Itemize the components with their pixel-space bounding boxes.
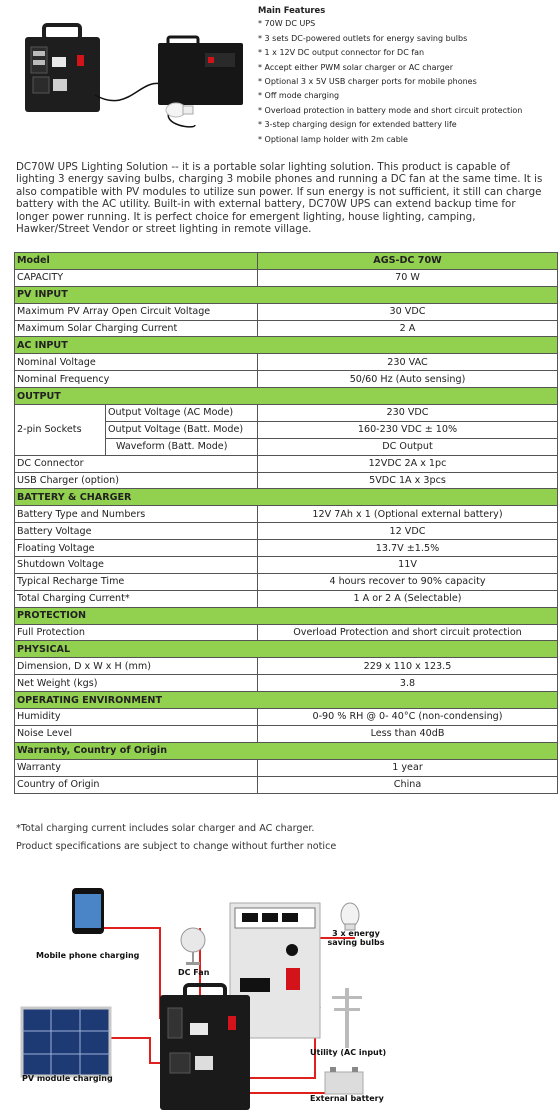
table-row — [15, 540, 558, 557]
section-title: PROTECTION — [15, 607, 558, 624]
section-title: AC INPUT — [15, 337, 558, 354]
row-value: DC Output — [258, 438, 558, 455]
table-row — [15, 675, 558, 692]
model-label: Model — [15, 253, 258, 270]
product-description: DC70W UPS Lighting Solution -- it is a portable solar lighting solution. This product is capable of lighting 3 energy saving bulbs, charging 3 mobile phones and running a DC fan at the same time. It is also compatible with PV modules to utilize sun power. If sun energy is not sufficient, it still can charge battery with the AC utility. Built-in with external battery, DC70W UPS can extend backup time for longer power running. It is perfect choice for emergent lighting, house lighting, camping, Hawker/Street Vendor or street lighting in remote village. — [16, 161, 543, 236]
row-label: Net Weight (kgs) — [15, 675, 258, 692]
row-label: Warranty — [15, 759, 258, 776]
table-row — [15, 405, 558, 422]
row-value: 160-230 VDC ± 10% — [258, 421, 558, 438]
section-header — [15, 337, 558, 354]
row-value: 30 VDC — [258, 303, 558, 320]
section-title: OPERATING ENVIRONMENT — [15, 692, 558, 709]
table-row — [15, 320, 558, 337]
table-row — [15, 776, 558, 793]
section-header — [15, 742, 558, 759]
row-label: Noise Level — [15, 725, 258, 742]
row-value: 3.8 — [258, 675, 558, 692]
row-value: 230 VAC — [258, 354, 558, 371]
section-title: PHYSICAL — [15, 641, 558, 658]
table-row — [15, 269, 558, 286]
table-row — [15, 253, 558, 270]
section-title: PV INPUT — [15, 286, 558, 303]
feature-item: * 3 sets DC-powered outlets for energy saving bulbs — [258, 33, 468, 43]
row-value: 50/60 Hz (Auto sensing) — [258, 371, 558, 388]
row-value: China — [258, 776, 558, 793]
product-photo — [20, 15, 250, 140]
section-header — [15, 286, 558, 303]
section-title: BATTERY & CHARGER — [15, 489, 558, 506]
table-row — [15, 624, 558, 641]
row-label: Shutdown Voltage — [15, 557, 258, 574]
bulbs-label: 3 x energy saving bulbs — [327, 929, 385, 947]
change-note: Product specifications are subject to change without further notice — [16, 841, 337, 852]
row-label: Humidity — [15, 709, 258, 726]
table-row — [15, 506, 558, 523]
sockets-label: 2-pin Sockets — [15, 405, 106, 456]
section-header — [15, 641, 558, 658]
row-value: Less than 40dB — [258, 725, 558, 742]
pv-module-label: PV module charging — [22, 1074, 113, 1083]
row-label: Nominal Voltage — [15, 354, 258, 371]
row-value: 12 VDC — [258, 523, 558, 540]
table-row — [15, 303, 558, 320]
row-value: 1 year — [258, 759, 558, 776]
row-value: 229 x 110 x 123.5 — [258, 658, 558, 675]
features-title: Main Features — [258, 5, 326, 15]
row-label: Battery Voltage — [15, 523, 258, 540]
feature-item: * 70W DC UPS — [258, 19, 316, 29]
row-label: USB Charger (option) — [15, 472, 258, 489]
row-label: Floating Voltage — [15, 540, 258, 557]
row-value: Overload Protection and short circuit protection — [258, 624, 558, 641]
section-header — [15, 388, 558, 405]
row-value: 2 A — [258, 320, 558, 337]
table-row — [15, 573, 558, 590]
row-label: Typical Recharge Time — [15, 573, 258, 590]
dc-fan-label: DC Fan — [178, 968, 210, 977]
connection-diagram — [0, 868, 560, 1115]
row-value: 70 W — [258, 269, 558, 286]
row-value: 230 VDC — [258, 405, 558, 422]
feature-item: * Optional 3 x 5V USB charger ports for mobile phones — [258, 77, 477, 87]
row-value: 11V — [258, 557, 558, 574]
table-row — [15, 759, 558, 776]
spec-table — [14, 252, 558, 794]
charging-note: *Total charging current includes solar charger and AC charger. — [16, 823, 315, 834]
row-label: Country of Origin — [15, 776, 258, 793]
table-row — [15, 557, 558, 574]
row-label: Dimension, D x W x H (mm) — [15, 658, 258, 675]
row-label: Battery Type and Numbers — [15, 506, 258, 523]
feature-item: * 1 x 12V DC output connector for DC fan — [258, 48, 425, 58]
row-label: Output Voltage (Batt. Mode) — [106, 421, 258, 438]
table-row — [15, 725, 558, 742]
table-row — [15, 658, 558, 675]
row-value: 12VDC 2A x 1pc — [258, 455, 558, 472]
table-row — [15, 709, 558, 726]
section-header — [15, 692, 558, 709]
feature-item: * Accept either PWM solar charger or AC charger — [258, 62, 454, 72]
table-row — [15, 590, 558, 607]
hero-section — [0, 0, 560, 150]
section-header — [15, 489, 558, 506]
table-row — [15, 371, 558, 388]
table-row — [15, 472, 558, 489]
row-label: Total Charging Current* — [15, 590, 258, 607]
row-value: 13.7V ±1.5% — [258, 540, 558, 557]
row-value: 12V 7Ah x 1 (Optional external battery) — [258, 506, 558, 523]
feature-item: * Overload protection in battery mode and short circuit protection — [258, 105, 523, 115]
row-label: Output Voltage (AC Mode) — [106, 405, 258, 422]
section-header — [15, 607, 558, 624]
row-label: Waveform (Batt. Mode) — [106, 438, 258, 455]
row-label: Maximum PV Array Open Circuit Voltage — [15, 303, 258, 320]
utility-label: Utility (AC input) — [310, 1048, 387, 1057]
table-row — [15, 354, 558, 371]
section-title: Warranty, Country of Origin — [15, 742, 558, 759]
mobile-charging-label: Mobile phone charging — [36, 951, 140, 960]
feature-item: * Off mode charging — [258, 91, 340, 101]
table-row — [15, 523, 558, 540]
row-label: DC Connector — [15, 455, 258, 472]
row-label: CAPACITY — [15, 269, 258, 286]
feature-item: * Optional lamp holder with 2m cable — [258, 134, 408, 144]
row-label: Maximum Solar Charging Current — [15, 320, 258, 337]
row-value: 1 A or 2 A (Selectable) — [258, 590, 558, 607]
row-value: 4 hours recover to 90% capacity — [258, 573, 558, 590]
section-title: OUTPUT — [15, 388, 558, 405]
row-label: Nominal Frequency — [15, 371, 258, 388]
feature-item: * 3-step charging design for extended battery life — [258, 120, 457, 130]
main-features — [258, 3, 558, 147]
table-row — [15, 455, 558, 472]
row-label: Full Protection — [15, 624, 258, 641]
row-value: 5VDC 1A x 3pcs — [258, 472, 558, 489]
battery-label: External battery — [310, 1094, 384, 1103]
row-value: 0-90 % RH @ 0- 40°C (non-condensing) — [258, 709, 558, 726]
model-value: AGS-DC 70W — [258, 253, 558, 270]
